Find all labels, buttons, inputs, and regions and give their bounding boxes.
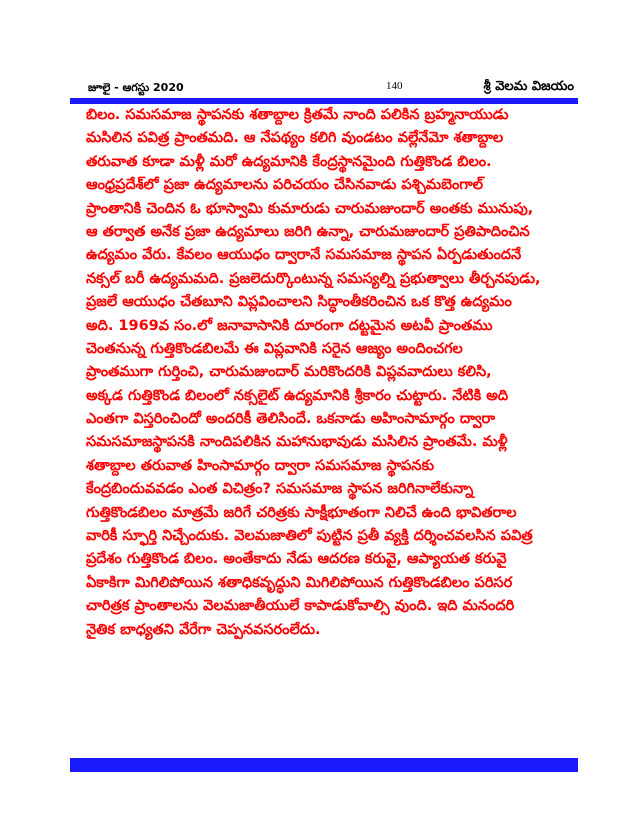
page-header: [70, 80, 578, 98]
body-line: ఏకాకిగా మిగిలిపోయిన శతాధికవృద్ధుని మిగిలిపోయిన గుత్తికొండబిలం పరిసర: [86, 574, 513, 591]
body-line: ఆ తర్వాత అనేక ప్రజా ఉద్యమాలు జరిగి ఉన్నా, చారుమజుందార్ ప్రతిపాదించిన: [86, 223, 530, 240]
body-line: ప్రాంతానికి చెందిన ఓ భూస్వామి కుమారుడు చారుమజుందార్ అంతకు మునుపు,: [86, 200, 534, 217]
body-line: ప్రదేశం గుత్తికొండ బిలం. అంతేకాదు నేడు ఆదరణ కరువై, ఆప్యాయత కరువై: [86, 551, 507, 568]
body-line: నక్సల్ బరీ ఉద్యమమది. ప్రజలెదుర్కొంటున్న సమస్యల్ని ప్రభుత్వాలు తీర్చనపుడు,: [86, 270, 541, 287]
body-line: మసిలిన పవిత్ర ప్రాంతమది. ఆ నేపథ్యం కలిగి వుండటం వల్లేనేమో శతాబ్దాల: [86, 130, 504, 147]
body-line: ఉద్యమం వేరు. కేవలం ఆయుధం ద్వారానే సమసమాజ స్థాపన ఏర్పడుతుందనే: [86, 247, 522, 264]
body-line: అక్కడ గుత్తికొండ బిలంలో నక్సలైట్ ఉద్యమానికి శ్రీకారం చుట్టారు. నేటికి అది: [86, 387, 509, 404]
body-line: ఎంతగా విస్తరించిందో అందరికీ తెలిసిందే. ఒకనాడు అహింసామార్గం ద్వారా: [86, 411, 496, 428]
article-body: [86, 104, 564, 754]
body-line: ప్రాంతముగా గుర్తించి, చారుమజుందార్ మరికొందరికి విప్లవవాదులు కలిసి,: [86, 364, 492, 381]
body-line: ఆంధ్రప్రదేశ్‌లో ప్రజా ఉద్యమాలను పరిచయం చేసినవాడు పశ్చిమబెంగాల్: [86, 177, 483, 194]
body-line: శతాబ్దాల తరువాత హింసామార్గం ద్వారా సమసమాజ స్థాపనకు: [86, 457, 435, 474]
body-line: బిలం. సమసమాజ స్థాపనకు శతాబ్దాల క్రితమే నాంది పలికిన బ్రహ్మనాయుడు: [86, 107, 509, 123]
footer-bar: [70, 758, 578, 772]
issue-date: జూలై - ఆగస్టు 2020: [88, 81, 184, 94]
body-line: సమసమాజస్థాపనకి నాందిపలికిన మహానుభావుడు మసిలిన ప్రాంతమే. మళ్లీ: [86, 434, 508, 451]
body-line: తరువాత కూడా మళ్లీ మరో ఉద్యమానికి కేంద్రస్థానమైంది గుత్తికొండ బిలం.: [86, 153, 492, 170]
magazine-title: శ్రీ వెలమ విజయం: [483, 79, 574, 94]
body-line: కేంద్రబిందువవడం ఎంత విచిత్రం? సమసమాజ స్థాపన జరిగినాలేకున్నా: [86, 481, 474, 498]
page-number: 140: [386, 80, 403, 92]
body-line: చెంతనున్న గుత్తికొండబిలమే ఈ విప్లవానికి సరైన ఆజ్యం అందించగల: [86, 340, 463, 357]
body-line: వారికీ స్ఫూర్తి నిచ్చేందుకు. వెలమజాతిలో పుట్టిన ప్రతీ వ్యక్తి దర్శించవలసిన పవిత్ర: [86, 528, 533, 545]
body-line: అది. 1969వ సం.లో జనావాసానికి దూరంగా దట్టమైన అటవీ ప్రాంతము: [86, 317, 493, 334]
body-line: గుత్తికొండబిలం మాత్రమే జరిగే చరిత్రకు సాక్షీభూతంగా నిలిచే ఉంది భావితరాల: [86, 504, 517, 521]
body-line: చారిత్రక ప్రాంతాలను వెలమజాతీయులే కాపాడుకోవాల్సి వుంది. ఇది మనందరి: [86, 598, 515, 615]
body-line: నైతిక బాధ్యతని వేరేగా చెప్పనవసరంలేదు.: [86, 621, 321, 638]
body-line: ప్రజలే ఆయుధం చేతబూని విప్లవించాలని సిద్ధాంతీకరించిన ఒక కొత్త ఉద్యమం: [86, 294, 512, 311]
